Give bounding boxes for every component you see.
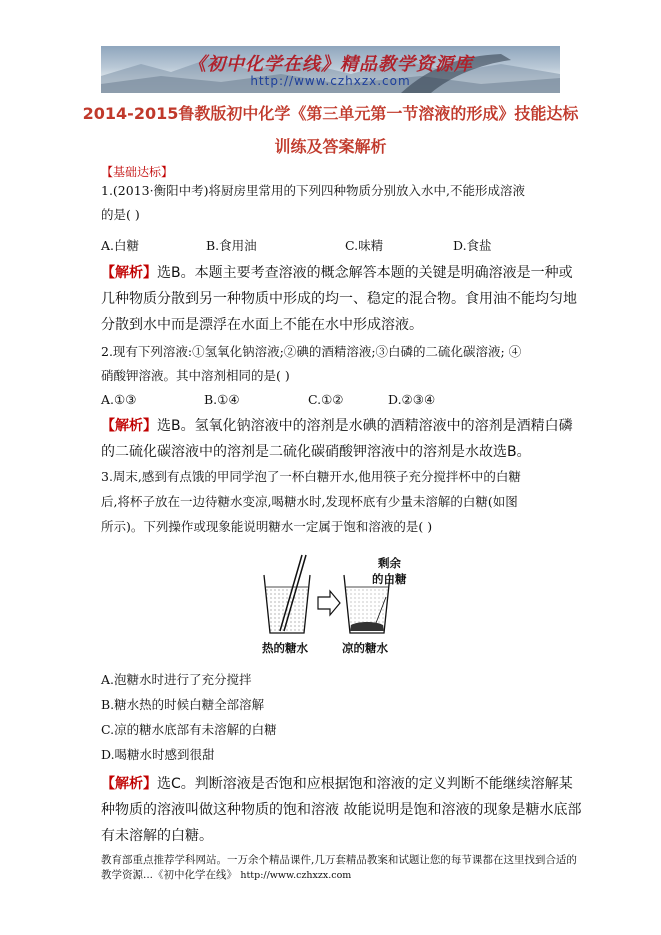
page-title-line-2: 训练及答案解析 (274, 137, 387, 156)
page-title-line-1: 2014-2015鲁教版初中化学《第三单元第一节溶液的形成》技能达标 (82, 104, 579, 123)
q1-option-b: B.食用油 (206, 238, 257, 253)
figure-label-line-2: 的白糖 (372, 572, 407, 586)
q2-option-b: B.①④ (204, 392, 240, 407)
q2-stem-line-1: 2.现有下列溶液:①氢氧化钠溶液;②碘的酒精溶液;③白磷的二硫化碳溶液; ④ (101, 344, 522, 359)
footer-line-2-wrap (101, 868, 571, 883)
q3-option-b: B.糖水热的时候白糖全部溶解 (101, 697, 265, 712)
q2-stem-line-2: 硝酸钾溶液。其中溶剂相同的是( ) (101, 368, 290, 383)
q1-analysis-head: 【解析】 (101, 265, 157, 281)
q1-option-a: A.白糖 (101, 238, 140, 253)
page-footer (101, 853, 577, 883)
q1-analysis-line-1 (101, 261, 571, 285)
q3-option-a: A.泡糖水时进行了充分搅拌 (101, 672, 252, 687)
figure-caption-left: 热的糖水 (262, 641, 308, 655)
q2-analysis-text: 选B。氢氧化钠溶液中的溶剂是水碘的酒精溶液中的溶剂是酒精白磷 (157, 418, 573, 434)
q2-analysis-line-1 (101, 414, 571, 438)
q3-stem-line-2: 后,将杯子放在一边待糖水变凉,喝糖水时,发现杯底有少量未溶解的白糖(如图 (101, 494, 518, 509)
footer-url-link[interactable]: http://www.czhxzx.com (240, 870, 352, 881)
q3-analysis-line-1 (101, 772, 571, 796)
q2-analysis-line-2: 的二硫化碳溶液中的溶剂是二硫化碳硝酸钾溶液中的溶剂是水故选B。 (101, 444, 531, 460)
banner-url[interactable]: http://www.czhxzx.com (250, 74, 411, 88)
q1-analysis-text: 选B。本题主要考查溶液的概念解答本题的关键是明确溶液是一种或 (157, 265, 573, 281)
footer-line-2: 教学资源...《初中化学在线》 (101, 869, 238, 881)
q1-analysis-line-3: 分散到水中而是漂浮在水面上不能在水中形成溶液。 (101, 317, 423, 333)
q3-option-d: D.喝糖水时感到很甜 (101, 747, 215, 762)
q3-analysis-head: 【解析】 (101, 776, 157, 792)
q1-stem-line-2: 的是( ) (101, 207, 140, 222)
q2-option-d: D.②③④ (388, 392, 436, 407)
q3-analysis-line-2: 种物质的溶液叫做这种物质的饱和溶液 故能说明是饱和溶液的现象是糖水底部 (101, 802, 582, 818)
q2-option-c: C.①② (308, 392, 344, 407)
q3-analysis-text: 选C。判断溶液是否饱和应根据饱和溶液的定义判断不能继续溶解某 (157, 776, 573, 792)
q3-stem-line-1: 3.周末,感到有点饿的甲同学泡了一杯白糖开水,他用筷子充分搅拌杯中的白糖 (101, 469, 521, 484)
q1-stem-line-1: 1.(2013·衡阳中考)将厨房里常用的下列四种物质分别放入水中,不能形成溶液 (101, 183, 525, 198)
q1-analysis-line-2: 几种物质分散到另一种物质中形成的均一、稳定的混合物。食用油不能均匀地 (101, 291, 577, 307)
header-banner (101, 46, 560, 93)
q3-stem-line-3: 所示)。下列操作或现象能说明糖水一定属于饱和溶液的是( ) (101, 519, 433, 534)
q2-option-a: A.①③ (101, 392, 137, 407)
q2-analysis-head: 【解析】 (101, 418, 157, 434)
q3-analysis-line-3: 有未溶解的白糖。 (101, 828, 213, 844)
figure-caption-right: 凉的糖水 (342, 641, 388, 655)
figure-label-line-1: 剩余 (378, 556, 401, 570)
section-tag: 【基础达标】 (101, 165, 174, 179)
footer-line-1: 教育部重点推荐学科网站。一万余个精品课件,几万套精品教案和试题让您的每节课都在这里找到合适的 (101, 854, 577, 866)
banner-title: 《初中化学在线》精品教学资源库 (188, 54, 473, 75)
q1-option-c: C.味精 (345, 238, 384, 253)
sugar-water-figure (258, 553, 418, 658)
q1-option-d: D.食盐 (453, 238, 492, 253)
q3-option-c: C.凉的糖水底部有未溶解的白糖 (101, 722, 277, 737)
